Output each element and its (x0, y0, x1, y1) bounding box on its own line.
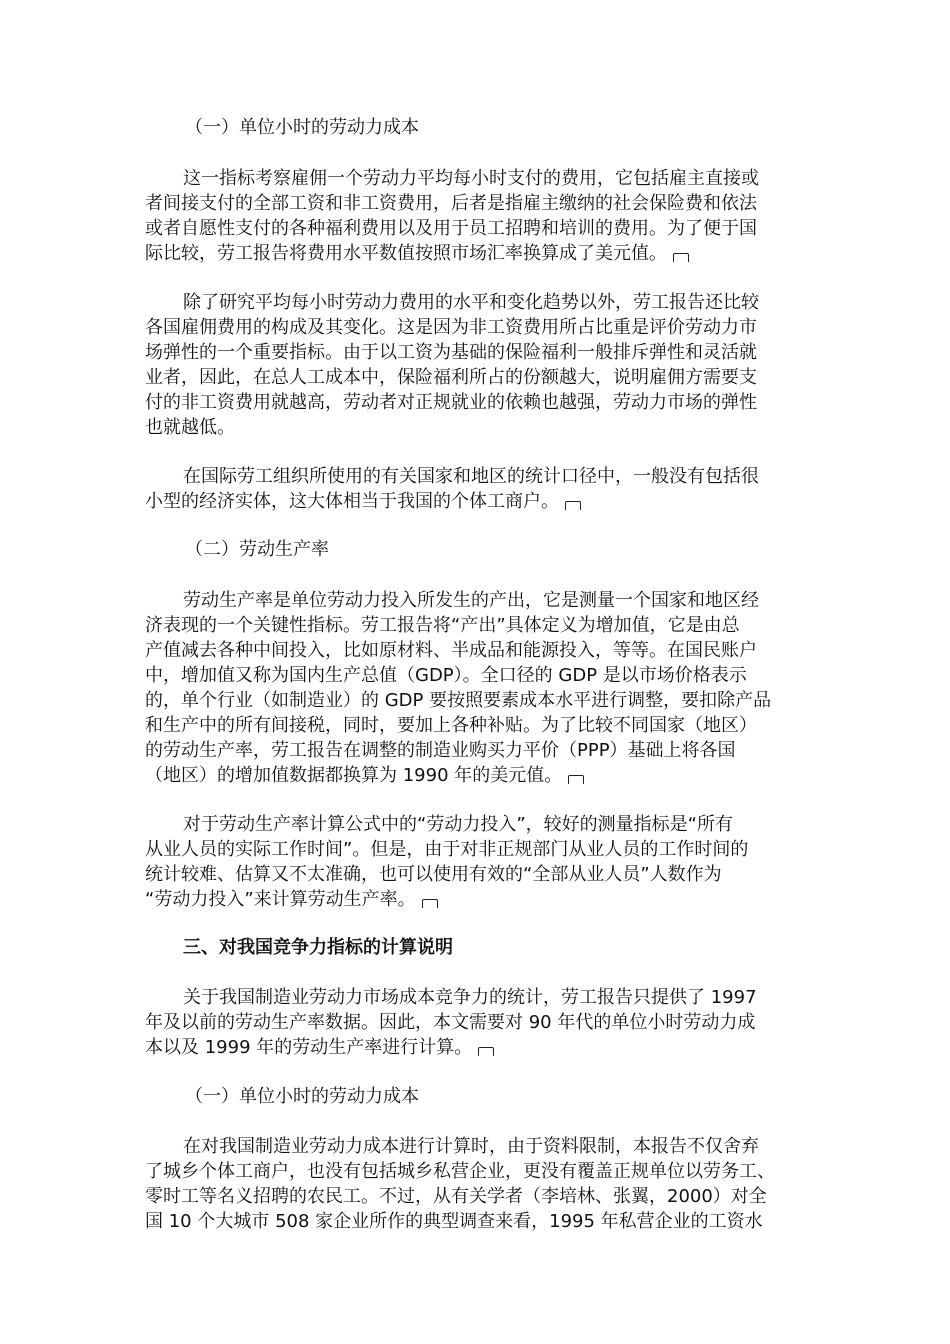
paragraph-line: 各国雇佣费用的构成及其变化。这是因为非工资费用所占比重是评价劳动力市 (145, 317, 757, 338)
paragraph-line: 在对我国制造业劳动力成本进行计算时，由于资料限制，本报告不仅舍弃 (183, 1136, 759, 1157)
paragraph-line (145, 888, 438, 912)
paragraph-line-text: （地区）的增加值数据都换算为 1990 年的美元值。 (145, 765, 563, 786)
paragraph-line: 和生产中的所有间接税，同时，要加上各种补贴。为了比较不同国家（地区） (145, 715, 757, 736)
paragraph-line: 场弹性的一个重要指标。由于以工资为基础的保险福利一般排斥弹性和灵活就 (145, 342, 757, 363)
paragraph-line-text: 小型的经济实体，这大体相当于我国的个体工商户。 (145, 491, 559, 512)
paragraph-line: 付的非工资费用就越高，劳动者对正规就业的依赖也越强，劳动力市场的弹性 (145, 392, 757, 413)
paragraph-line: 劳动生产率是单位劳动力投入所发生的产出，它是测量一个国家和地区经 (183, 590, 759, 611)
paragraph-line: 统计较难、估算又不太准确，也可以使用有效的“全部从业人员”人数作为 (145, 864, 722, 885)
paragraph-line (145, 1036, 494, 1060)
paragraph-mark-icon (673, 253, 689, 262)
paragraph-line: 的，单个行业（如制造业）的 GDP 要按照要素成本水平进行调整，要扣除产品 (145, 690, 772, 711)
paragraph-line-text: “劳动力投入”来计算劳动生产率。 (145, 889, 416, 910)
paragraph-line: 了城乡个体工商户，也没有包括城乡私营企业，更没有覆盖正规单位以劳务工、 (145, 1161, 775, 1182)
paragraph-line: 这一指标考察雇佣一个劳动力平均每小时支付的费用，它包括雇主直接或 (183, 168, 759, 189)
paragraph-mark-icon (422, 899, 438, 908)
paragraph-line: 济表现的一个关键性指标。劳工报告将“产出”具体定义为增加值，它是由总 (145, 615, 740, 636)
subheading-unit-hour-cost-2: （一）单位小时的劳动力成本 (185, 1086, 419, 1107)
subheading-labor-productivity: （二）劳动生产率 (185, 539, 329, 560)
paragraph-line: 的劳动生产率，劳工报告在调整的制造业购买力平价（PPP）基础上将各国 (145, 740, 736, 761)
paragraph-mark-icon (478, 1047, 494, 1056)
paragraph-line: 中，增加值又称为国内生产总值（GDP）。全口径的 GDP 是以市场价格表示 (145, 665, 747, 686)
paragraph-line-text: 际比较，劳工报告将费用水平数值按照市场汇率换算成了美元值。 (145, 243, 667, 264)
paragraph-line: 从业人员的实际工作时间”。但是，由于对非正规部门从业人员的工作时间的 (145, 839, 749, 860)
paragraph-mark-icon (568, 775, 584, 784)
paragraph-line (145, 242, 689, 266)
paragraph-line (145, 764, 584, 788)
paragraph-line (145, 490, 581, 514)
paragraph-line: 业者，因此，在总人工成本中，保险福利所占的份额越大，说明雇佣方需要支 (145, 367, 757, 388)
paragraph-mark-icon (565, 501, 581, 510)
paragraph-line: 国 10 个大城市 508 家企业所作的典型调查来看，1995 年私营企业的工资水 (145, 1211, 763, 1232)
paragraph-line: 除了研究平均每小时劳动力费用的水平和变化趋势以外，劳工报告还比较 (183, 292, 759, 313)
paragraph-line: 者间接支付的全部工资和非工资费用，后者是指雇主缴纳的社会保险费和依法 (145, 193, 757, 214)
subheading-unit-hour-cost: （一）单位小时的劳动力成本 (185, 117, 419, 138)
paragraph-line: 产值减去各种中间投入，比如原材料、半成品和能源投入，等等。在国民账户 (145, 640, 757, 661)
paragraph-line: 年及以前的劳动生产率数据。因此，本文需要对 90 年代的单位小时劳动力成 (145, 1012, 756, 1033)
section-heading-calculation: 三、对我国竞争力指标的计算说明 (183, 937, 453, 958)
paragraph-line: 零时工等名义招聘的农民工。不过，从有关学者（李培林、张翼，2000）对全 (145, 1186, 767, 1207)
paragraph-line: 在国际劳工组织所使用的有关国家和地区的统计口径中，一般没有包括很 (183, 466, 759, 487)
paragraph-line: 也就越低。 (145, 417, 235, 438)
paragraph-line: 或者自愿性支付的各种福利费用以及用于员工招聘和培训的费用。为了便于国 (145, 218, 757, 239)
paragraph-line-text: 本以及 1999 年的劳动生产率进行计算。 (145, 1037, 473, 1058)
paragraph-line: 关于我国制造业劳动力市场成本竞争力的统计，劳工报告只提供了 1997 (183, 987, 757, 1008)
paragraph-line: 对于劳动生产率计算公式中的“劳动力投入”，较好的测量指标是“所有 (183, 814, 733, 835)
